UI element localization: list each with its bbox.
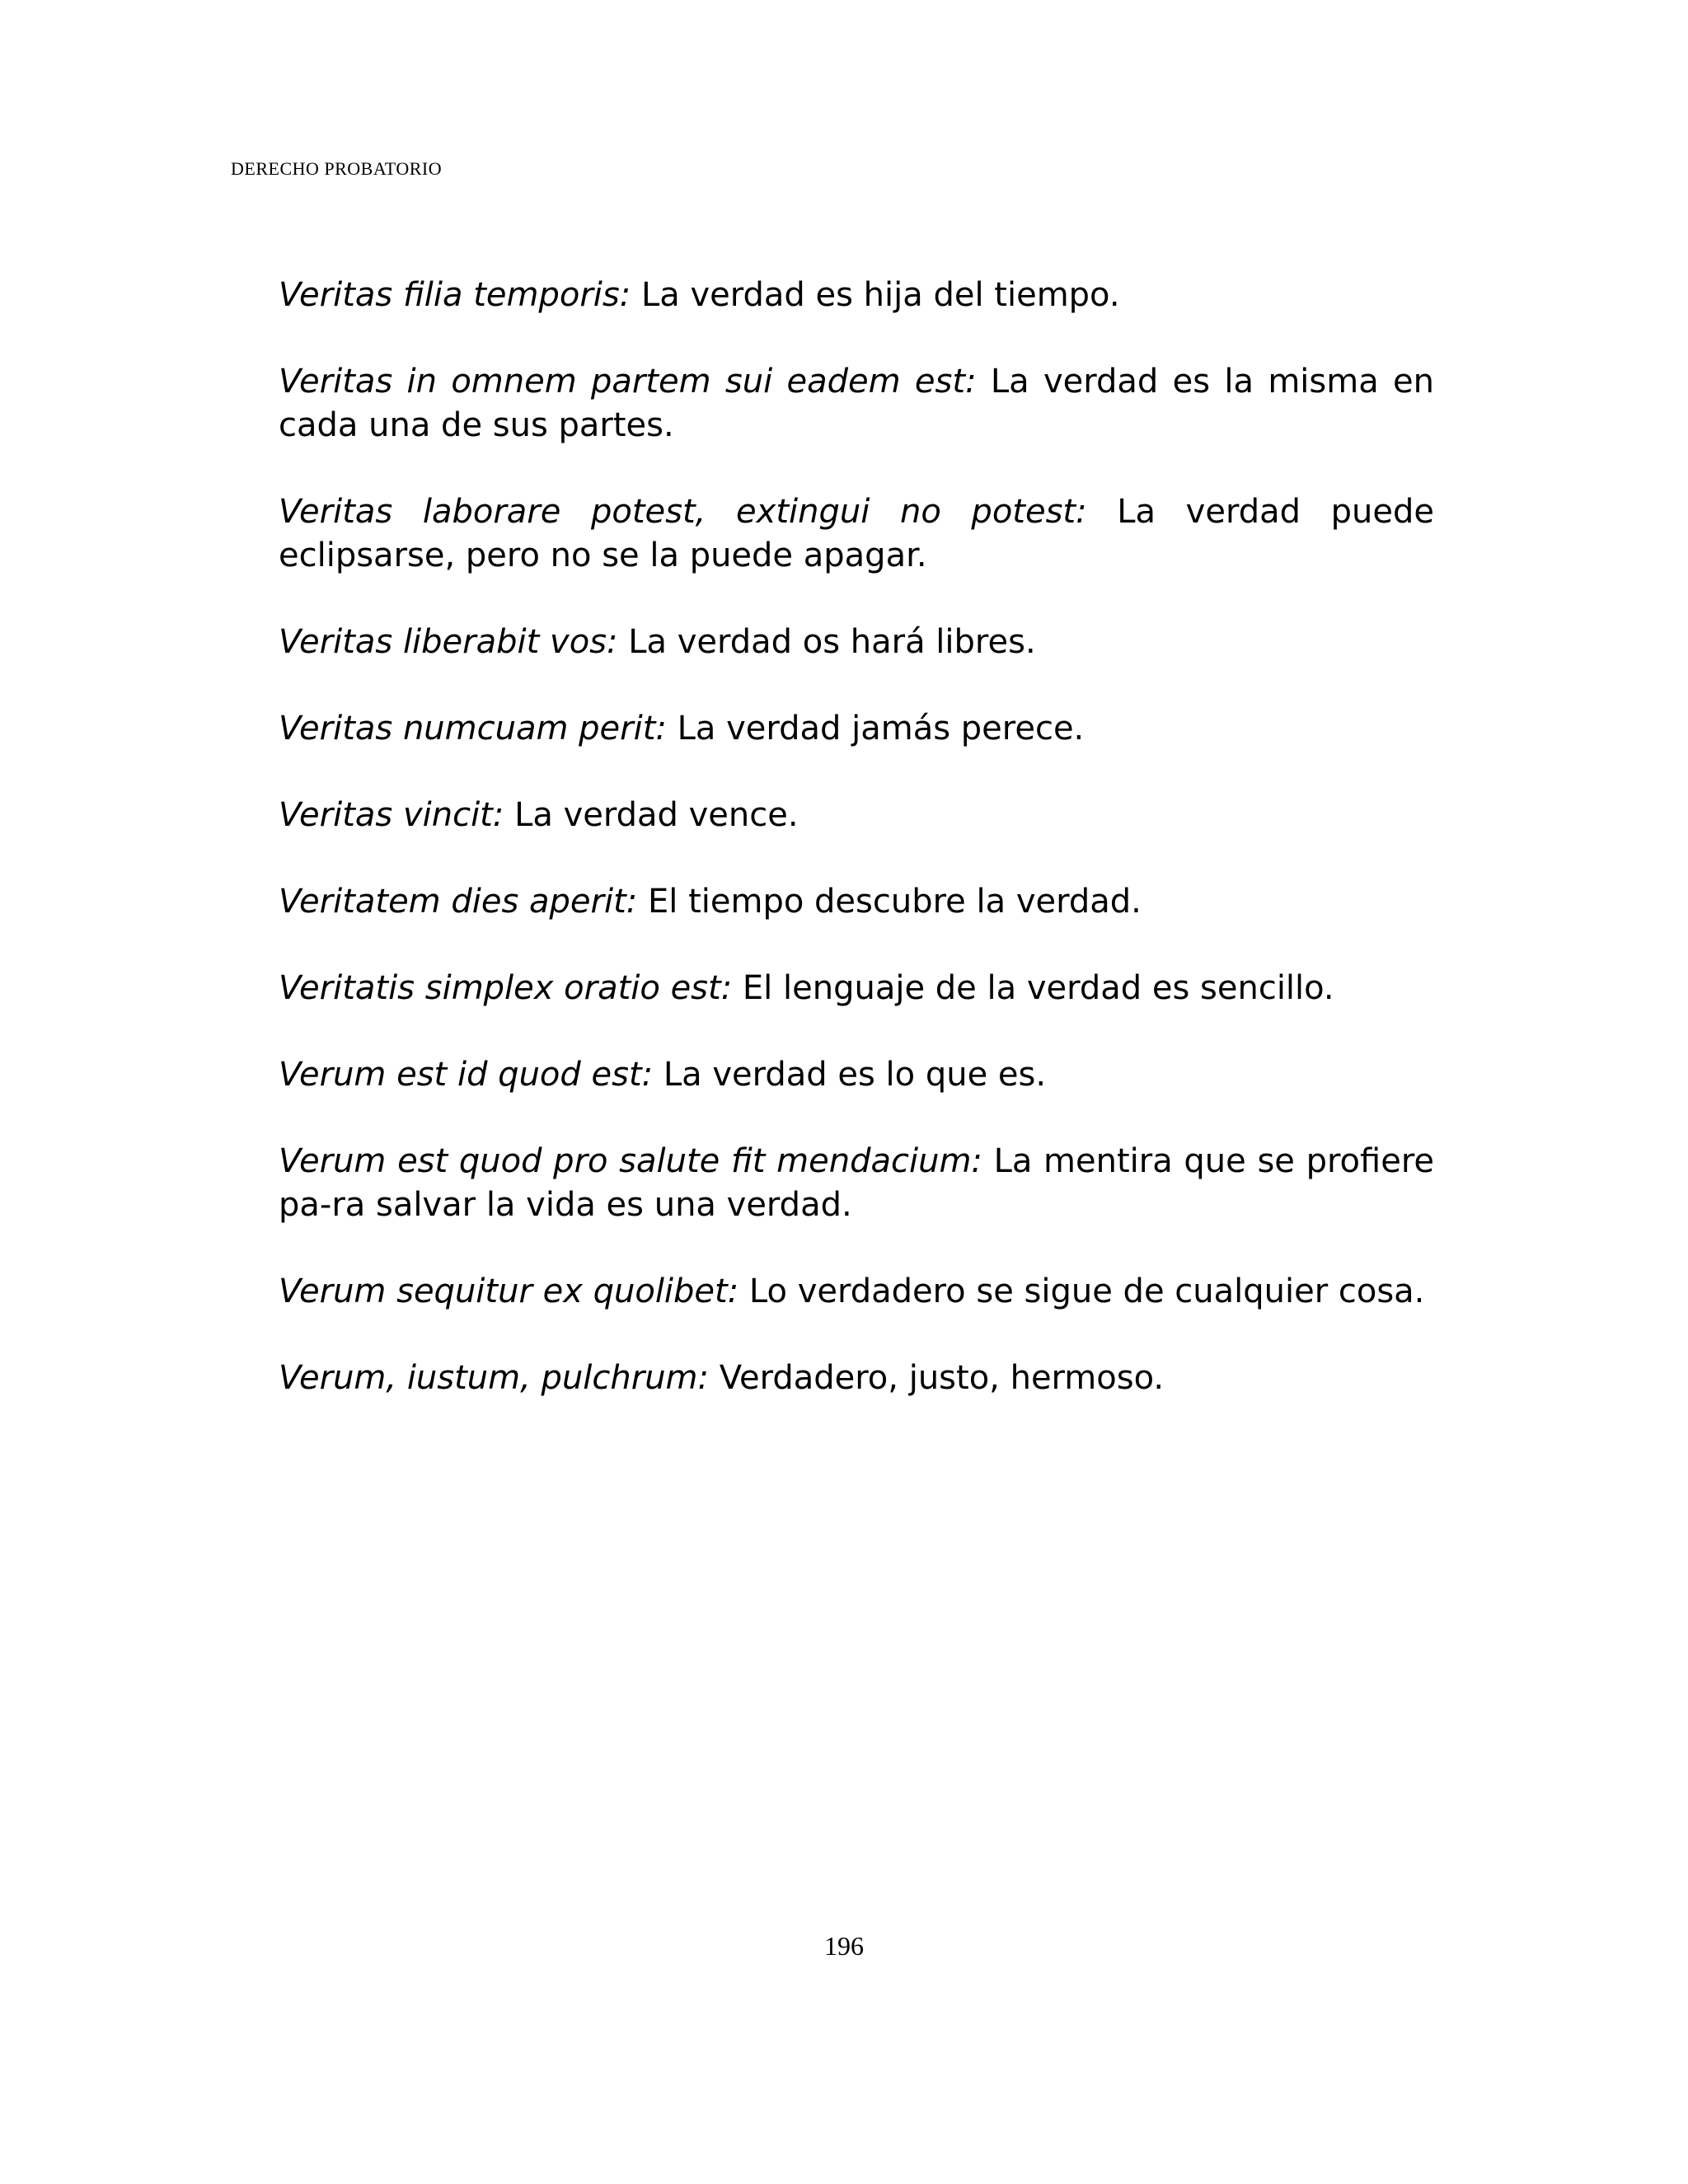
latin-maxim: Verum, iustum, pulchrum: xyxy=(279,1359,709,1397)
maxim-translation: La verdad es hija del tiempo. xyxy=(640,276,1120,314)
latin-maxim: Veritas filia temporis: xyxy=(279,276,631,314)
maxim-translation: La verdad vence. xyxy=(514,796,799,834)
list-item xyxy=(279,1053,1434,1097)
latin-maxim: Veritas liberabit vos: xyxy=(279,623,618,661)
list-item xyxy=(279,621,1434,664)
page-number: 196 xyxy=(824,1931,864,1961)
maxim-translation: Lo verdadero se sigue de cualquier cosa. xyxy=(748,1272,1425,1310)
maxim-translation: La mentira que se profiere pa-ra salvar la vida es una verdad. xyxy=(279,1142,1434,1224)
list-item xyxy=(279,490,1434,578)
maxim-translation: La verdad es lo que es. xyxy=(663,1056,1047,1094)
maxim-translation: El lenguaje de la verdad es sencillo. xyxy=(742,969,1334,1007)
maxims-list xyxy=(279,274,1434,1443)
list-item xyxy=(279,967,1434,1010)
list-item xyxy=(279,794,1434,837)
latin-maxim: Veritas in omnem partem sui eadem est: xyxy=(279,363,977,401)
maxim-translation: La verdad es la misma en cada una de sus partes. xyxy=(279,363,1434,444)
list-item xyxy=(279,1140,1434,1227)
latin-maxim: Veritatis simplex oratio est: xyxy=(279,969,733,1007)
latin-maxim: Verum sequitur ex quolibet: xyxy=(279,1272,739,1310)
maxim-translation: Verdadero, justo, hermoso. xyxy=(719,1359,1165,1397)
latin-maxim: Veritas laborare potest, extingui no potest: xyxy=(279,493,1087,531)
latin-maxim: Veritatem dies aperit: xyxy=(279,883,638,921)
list-item xyxy=(279,880,1434,924)
list-item xyxy=(279,707,1434,751)
list-item xyxy=(279,1357,1434,1400)
list-item xyxy=(279,360,1434,448)
list-item xyxy=(279,1270,1434,1314)
latin-maxim: Verum est id quod est: xyxy=(279,1056,654,1094)
list-item xyxy=(279,274,1434,317)
maxim-translation: La verdad puede eclipsarse, pero no se la puede apagar. xyxy=(279,493,1434,574)
maxim-translation: La verdad jamás perece. xyxy=(677,710,1085,748)
latin-maxim: Veritas vincit: xyxy=(279,796,504,834)
running-header: DERECHO PROBATORIO xyxy=(231,158,443,179)
maxim-translation: El tiempo descubre la verdad. xyxy=(647,883,1142,921)
latin-maxim: Verum est quod pro salute fit mendacium: xyxy=(279,1142,982,1180)
latin-maxim: Veritas numcuam perit: xyxy=(279,710,667,748)
maxim-translation: La verdad os hará libres. xyxy=(628,623,1036,661)
